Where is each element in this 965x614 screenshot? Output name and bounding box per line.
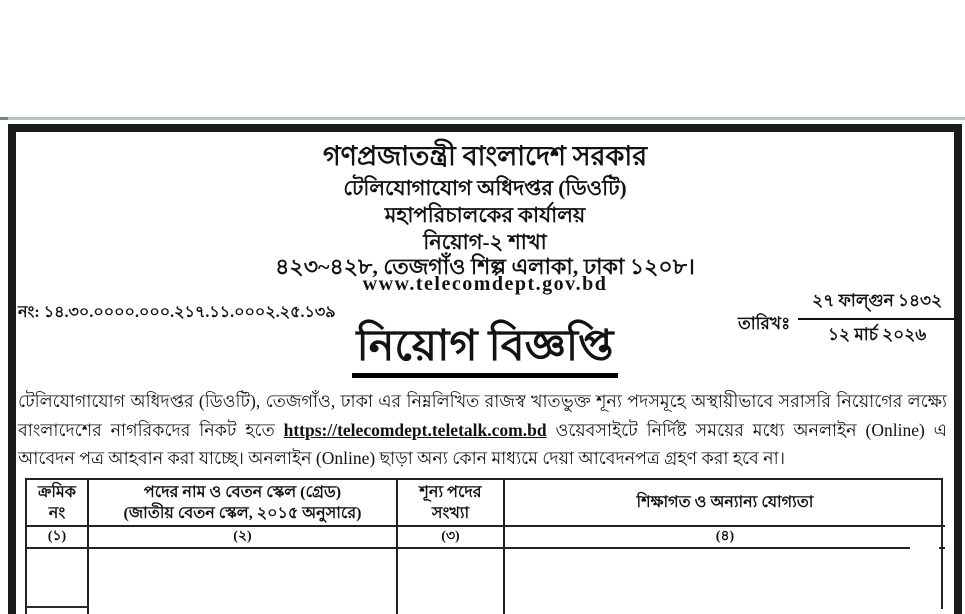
application-url-link: https://telecomdept.teletalk.com.bd: [283, 419, 547, 440]
table-header-qualifications: [505, 480, 945, 527]
page-top-divider: [0, 117, 965, 120]
date-label: তারিখঃ: [738, 314, 791, 333]
table-colnum-1: (১): [27, 527, 89, 549]
header-post-line2: (জাতীয় বেতন স্কেল, ২০১৫ অনুসারে): [123, 504, 362, 522]
scan-artifact-white-patch-corner: [936, 609, 950, 614]
office-address: ৪২৩~৪২৮, তেজগাঁও শিল্প এলাকা, ঢাকা ১২০৮।: [275, 254, 695, 279]
table-header-serial: [27, 480, 89, 527]
table-colnum-4: (৪): [505, 527, 945, 549]
header-qualifications-line1: শিক্ষাগত ও অন্যান্য যোগ্যতা: [636, 494, 814, 511]
table-empty-cell-qualifications: [505, 549, 945, 614]
branch-name: নিয়োগ-২ শাখা: [423, 230, 547, 254]
department-name: টেলিযোগাযোগ অধিদপ্তর (ডিওটি): [343, 176, 627, 200]
header-serial-line2: নং: [48, 504, 66, 522]
header-post-line1: পদের নাম ও বেতন স্কেল (গ্রেড): [143, 483, 342, 501]
page-top-divider-end: [0, 117, 8, 120]
vacancy-table: [25, 478, 943, 614]
scan-artifact-row-line: [25, 606, 89, 608]
header-vacancy-line2: সংখ্যা: [431, 504, 470, 522]
table-empty-cell-post: [89, 549, 398, 614]
notice-title: নিয়োগ বিজ্ঞপ্তি: [352, 323, 617, 378]
table-header-post-name: [89, 480, 398, 527]
office-name: মহাপরিচালকের কার্যালয়: [384, 203, 586, 227]
date-bangla: ২৭ ফাল্গুন ১৪৩২: [798, 288, 956, 320]
date-gregorian: ১২ মার্চ ২০২৬: [827, 325, 927, 344]
notice-title-wrap: [8, 323, 962, 378]
government-name: গণপ্রজাতন্ত্রী বাংলাদেশ সরকার: [322, 141, 648, 171]
header-serial-line1: ক্রমিক: [37, 483, 77, 501]
table-header-vacancy-count: [398, 480, 505, 527]
header-vacancy-line1: শূন্য পদের: [419, 483, 482, 501]
memo-number: নং: ১৪.৩০.০০০০.০০০.২১৭.১১.০০০২.২৫.১৩৯: [18, 304, 336, 321]
paragraph-text-after-link: ওয়েবসাইটে নির্দিষ্ট সময়ের মধ্যে অনলাইন (Online) এ আবেদন পত্র আহবান করা যাচ্ছে। অনলাইন (Online) ছাড়া অন্য কোন মাধ্যমে দেয়া আবেদনপত্র গ্রহণ করা হবে না।: [18, 419, 947, 468]
table-colnum-3: (৩): [398, 527, 505, 549]
table-colnum-2: (২): [89, 527, 398, 549]
table-empty-cell-serial: [27, 549, 89, 614]
notice-body-paragraph: [18, 387, 947, 473]
paragraph-text-before-link: টেলিযোগাযোগ অধিদপ্তর (ডিওটি), তেজগাঁও, ঢাকা এর নিম্নলিখিত রাজস্ব খাতভুক্ত শূন্য পদসমূহে অস্থায়ীভাবে সরাসরি নিয়োগের লক্ষ্যে বাংলাদেশের নাগরিকদের নিকট হতে: [18, 391, 947, 440]
table-empty-cell-vacancy: [398, 549, 505, 614]
scan-artifact-white-patch: [910, 542, 939, 551]
department-website-url: www.telecomdept.gov.bd: [362, 273, 608, 295]
